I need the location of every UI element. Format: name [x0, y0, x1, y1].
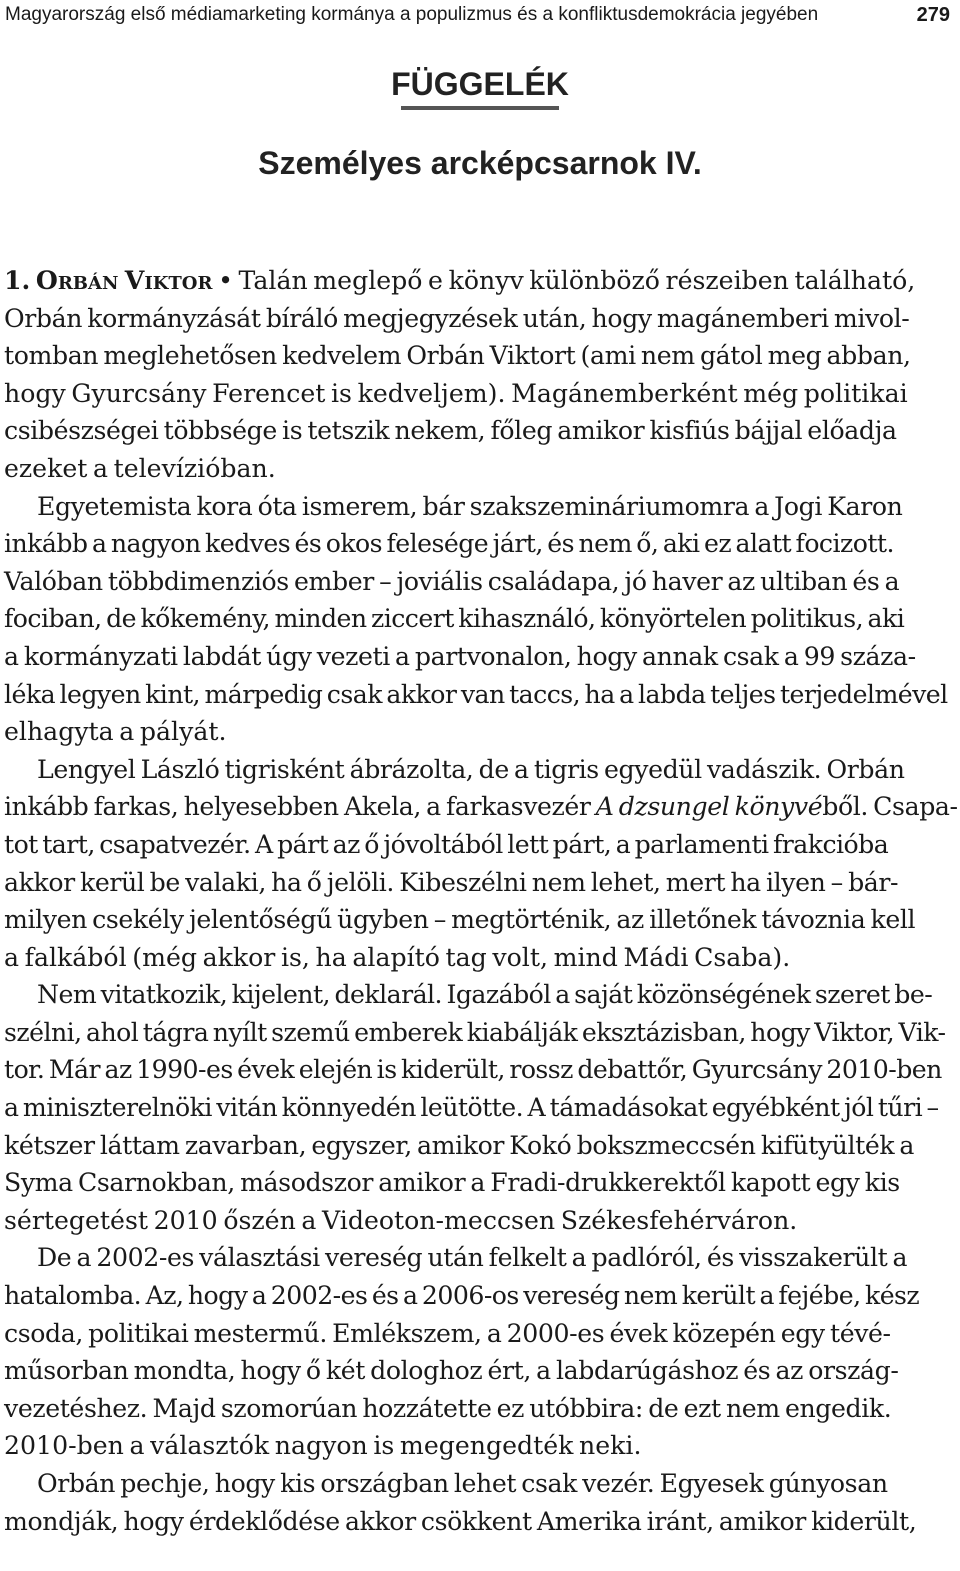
text-line: milyen csekély jelentőségű ügyben – megtörténik, az illetőnek távoznia kell [4, 905, 916, 935]
text-line: tor. Már az 1990-es évek elején is kiderült, rossz debattőr, Gyurcsány 2010-ben [4, 1055, 942, 1085]
text-line: szélni, ahol tágra nyílt szemű emberek kiabálják eksztázisban, hogy Viktor, Vik- [4, 1017, 946, 1047]
text-line: Orbán pechje, hogy kis országban lehet csak vezér. Egyesek gúnyosan [37, 1469, 888, 1498]
text-line: léka legyen kint, márpedig csak akkor van taccs, ha a labda teljes terjedelmével [4, 679, 948, 709]
text-line: hatalomba. Az, hogy a 2002-es és a 2006-os vereség nem került a fejébe, kész [4, 1281, 920, 1311]
text-line: sértegetést 2010 őszén a Videoton-meccsen Székesfehérváron. [4, 1205, 798, 1235]
text-line: mondják, hogy érdeklődése akkor csökkent Amerika iránt, amikor kiderült, [4, 1506, 917, 1536]
text-line: fociban, de kőkemény, minden ziccert kihasználó, könyörtelen politikus, aki [4, 604, 905, 634]
text-line: vezetéshez. Majd szomorúan hozzátette ez utóbbira: de ezt nem engedik. [4, 1393, 892, 1423]
text-line: inkább a nagyon kedves és okos felesége járt, és nem ő, aki ez alatt focizott. [4, 529, 894, 559]
text-line: a kormányzati labdát úgy vezeti a partvonalon, hogy annak csak a 99 száza- [4, 641, 916, 671]
appendix-title: FÜGGELÉK [391, 66, 569, 102]
page-number: 279 [916, 4, 950, 26]
text-line: Egyetemista kora óta ismerem, bár szakszemináriumomra a Jogi Karon [37, 491, 903, 521]
body-text [4, 262, 958, 1540]
text-line: 1. Orbán Viktor • Talán meglepő e könyv különböző részeiben található, [4, 265, 916, 295]
text-line: hogy Gyurcsány Ferencet is kedveljem). Magánemberként még politikai [4, 378, 908, 408]
text-line: Orbán kormányzását bíráló megjegyzések után, hogy magánemberi mivol- [4, 303, 910, 333]
book-title: A dzsungel könyvé [595, 792, 823, 822]
text-line: inkább farkas, helyesebben Akela, a farkasvezér A dzsungel könyvéből. Csapa- [4, 792, 958, 822]
heading-underline [401, 106, 559, 110]
text-line: elhagyta a pályát. [4, 717, 227, 747]
text-line: a miniszterelnöki vitán könnyedén leütötte. A támadásokat egyébként jól tűri – [4, 1093, 939, 1123]
running-header [5, 0, 950, 30]
text-line: Lengyel László tigrisként ábrázolta, de a tigris egyedül vadászik. Orbán [37, 754, 905, 784]
text-line: Nem vitatkozik, kijelent, deklarál. Igazából a saját közönségének szeret be- [37, 980, 933, 1010]
text-line: csibészségei többsége is tetszik nekem, főleg amikor kisfiús bájjal előadja [4, 416, 897, 446]
text-line: a falkából (még akkor is, ha alapító tag volt, mind Mádi Csaba). [4, 942, 791, 972]
text-line: Valóban többdimenziós ember – joviális családapa, jó haver az ultiban és a [4, 566, 900, 596]
running-title: Magyarország első médiamarketing kormánya a populizmus és a konfliktusdemokrácia jegyében [5, 4, 819, 25]
appendix-heading [0, 64, 960, 110]
text-line: 2010-ben a választók nagyon is megengedték neki. [4, 1431, 642, 1461]
text-line: műsorban mondta, hogy ő két dologhoz ért, a labdarúgáshoz és az ország- [4, 1356, 899, 1386]
text-line: De a 2002-es választási vereség után felkelt a padlóról, és visszakerült a [37, 1243, 908, 1273]
text-line: akkor kerül be valaki, ha ő jelöli. Kibeszélni nem lehet, mert ha ilyen – bár- [4, 867, 899, 897]
text-line: kétszer láttam zavarban, egyszer, amikor Kokó bokszmeccsén kifütyülték a [4, 1130, 915, 1160]
text-line: csoda, politikai mestermű. Emlékszem, a 2000-es évek közepén egy tévé- [4, 1318, 891, 1348]
entry-name: Orbán Viktor [35, 265, 213, 295]
text-line: Syma Csarnokban, másodszor amikor a Fradi-drukkerektől kapott egy kis [4, 1168, 900, 1198]
entry-number: 1. [4, 265, 31, 295]
text-line: tot tart, csapatvezér. A párt az ő jóvoltából lett párt, a parlamenti frakcióba [4, 829, 889, 859]
gallery-heading: Személyes arcképcsarnok IV. [258, 145, 702, 181]
text-line: tomban meglehetősen kedvelem Orbán Viktort (ami nem gátol meg abban, [4, 341, 911, 371]
entry-bullet: • [218, 266, 233, 295]
text-line: ezeket a televízióban. [4, 453, 276, 483]
